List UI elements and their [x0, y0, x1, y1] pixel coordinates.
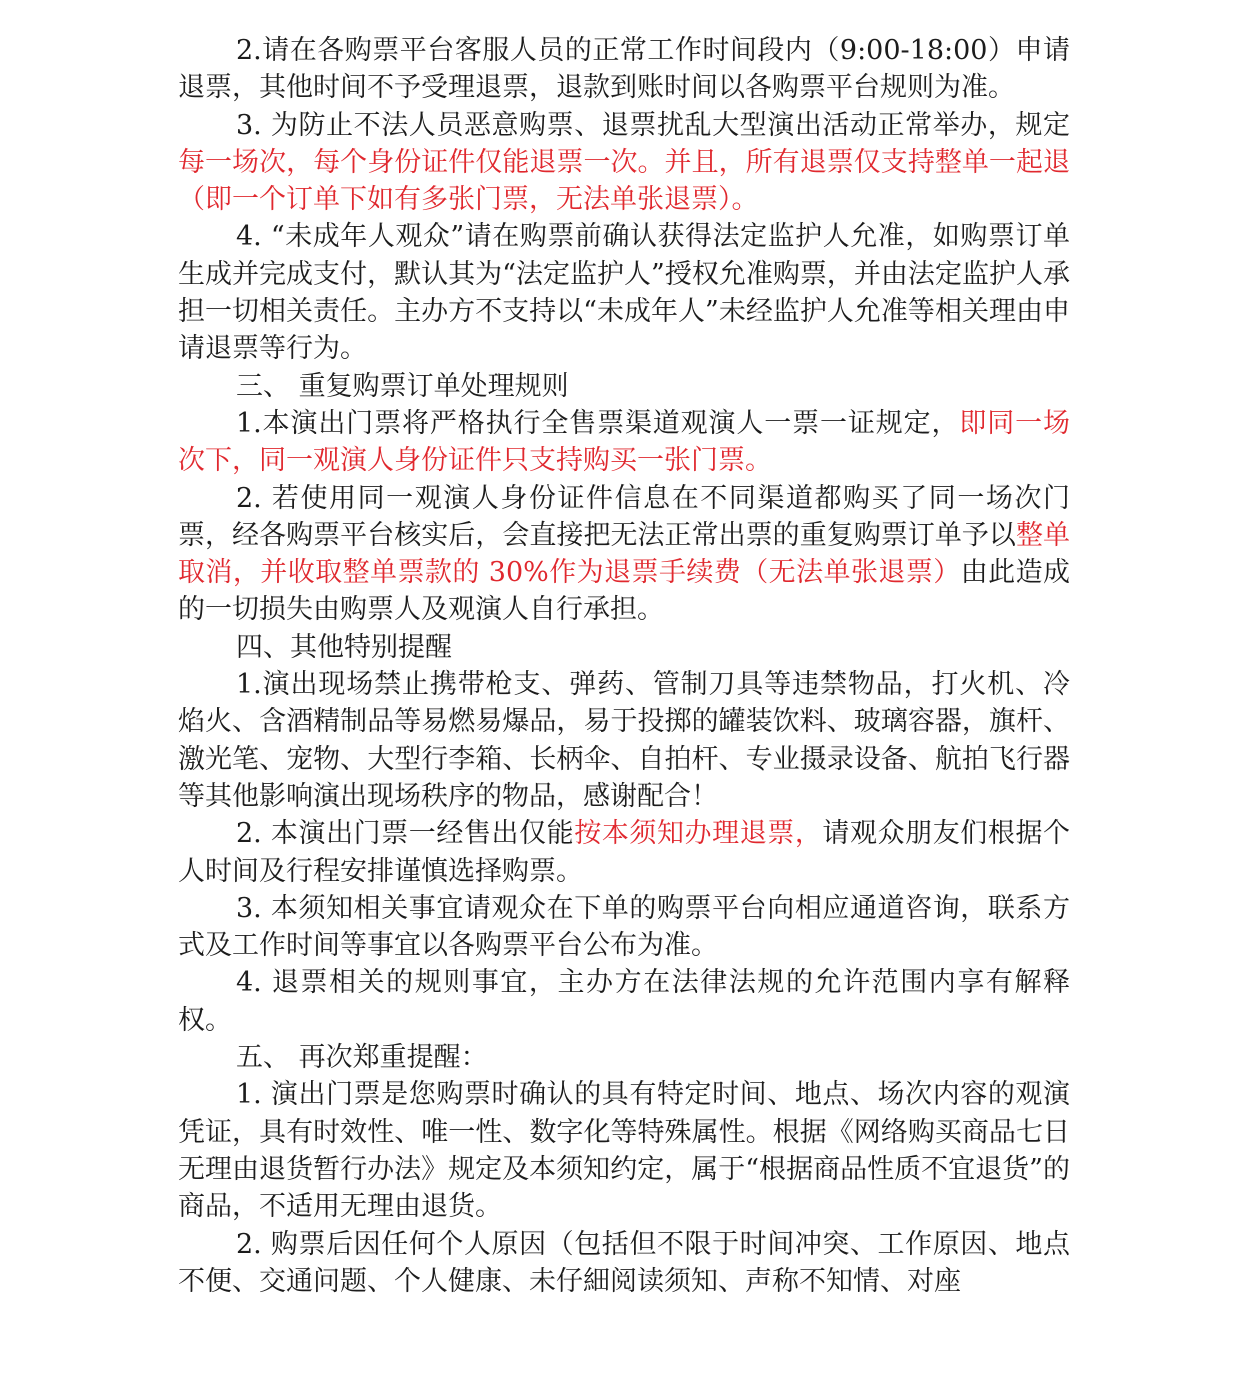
section-heading — [178, 629, 1070, 666]
notice-paragraph — [178, 666, 1070, 815]
body-text: 五、 再次郑重提醒： — [236, 1042, 488, 1074]
body-text: 1. 演出门票是您购票时确认的具有特定时间、地点、场次内容的观演凭证，具有时效性、唯一性、数字化等特殊属性。根据《网络购买商品七日无理由退货暂行办法》规定及本须知约定，属于“根据商品性质不宜退货”的商品，不适用无理由退货。 — [178, 1079, 1070, 1223]
highlighted-text: 整单取消，并收取整单票款的 30%作为退票手续费（无法单张退票） — [178, 519, 1070, 589]
notice-paragraph — [178, 815, 1070, 890]
notice-paragraph — [178, 32, 1070, 107]
body-text: 2.请在各购票平台客服人员的正常工作时间段内（9:00-18:00）申请退票，其他时间不予受理退票，退款到账时间以各购票平台规则为准。 — [178, 35, 1070, 104]
body-text: 请观众朋友们根据个人时间及行程安排谨慎选择购票。 — [178, 818, 1071, 887]
notice-paragraph — [178, 1226, 1070, 1301]
section-heading — [178, 368, 1070, 405]
notice-paragraph — [178, 480, 1070, 629]
notice-paragraph — [178, 405, 1070, 480]
body-text: 三、 重复购票订单处理规则 — [236, 370, 569, 402]
body-text: 四、其他特别提醒 — [236, 631, 452, 663]
notice-document — [178, 32, 1070, 1300]
body-text: 1.本演出门票将严格执行全售票渠道观演人一票一证规定， — [236, 407, 960, 439]
body-text: 2. 若使用同一观演人身份证件信息在不同渠道都购买了同一场次门票，经各购票平台核实后，会直接把无法正常出票的重复购票订单予以 — [178, 482, 1070, 551]
body-text: 2. 本演出门票一经售出仅能 — [236, 818, 575, 850]
highlighted-text: 每一场次，每个身份证件仅能退票一次。并且，所有退票仅支持整单一起退（即一个订单下如有多张门票，无法单张退票）。 — [178, 146, 1070, 216]
notice-paragraph — [178, 218, 1070, 367]
section-heading — [178, 1039, 1070, 1076]
notice-paragraph — [178, 964, 1070, 1039]
highlighted-text: 按本须知办理退票， — [574, 818, 823, 850]
body-text: 1.演出现场禁止携带枪支、弹药、管制刀具等违禁物品，打火机、冷焰火、含酒精制品等易燃易爆品，易于投掷的罐装饮料、玻璃容器，旗杆、激光笔、宠物、大型行李箱、长柄伞、自拍杆、专业摄录设备、航拍飞行器等其他影响演出现场秩序的物品，感谢配合！ — [178, 669, 1070, 812]
notice-paragraph — [178, 1076, 1070, 1225]
highlighted-text: 即同一场次下，同一观演人身份证件只支持购买一张门票。 — [178, 407, 1071, 477]
body-text: 由此造成的一切损失由购票人及观演人自行承担。 — [178, 557, 1071, 626]
body-text: 3. 为防止不法人员恶意购票、退票扰乱大型演出活动正常举办，规定 — [236, 109, 1070, 141]
body-text: 2. 购票后因任何个人原因（包括但不限于时间冲突、工作原因、地点不便、交通问题、个人健康、未仔細阅读须知、声称不知情、对座 — [178, 1228, 1070, 1297]
body-text: 4. “未成年人观众”请在购票前确认获得法定监护人允准，如购票订单生成并完成支付，默认其为“法定监护人”授权允准购票，并由法定监护人承担一切相关责任。主办方不支持以“未成年人”未经监护人允准等相关理由申请退票等行为。 — [178, 221, 1070, 365]
notice-paragraph — [178, 890, 1070, 965]
body-text: 4. 退票相关的规则事宜，主办方在法律法规的允许范围内享有解释权。 — [178, 967, 1070, 1036]
body-text: 3. 本须知相关事宜请观众在下单的购票平台向相应通道咨询，联系方式及工作时间等事宜以各购票平台公布为准。 — [178, 892, 1070, 962]
notice-paragraph — [178, 107, 1070, 219]
